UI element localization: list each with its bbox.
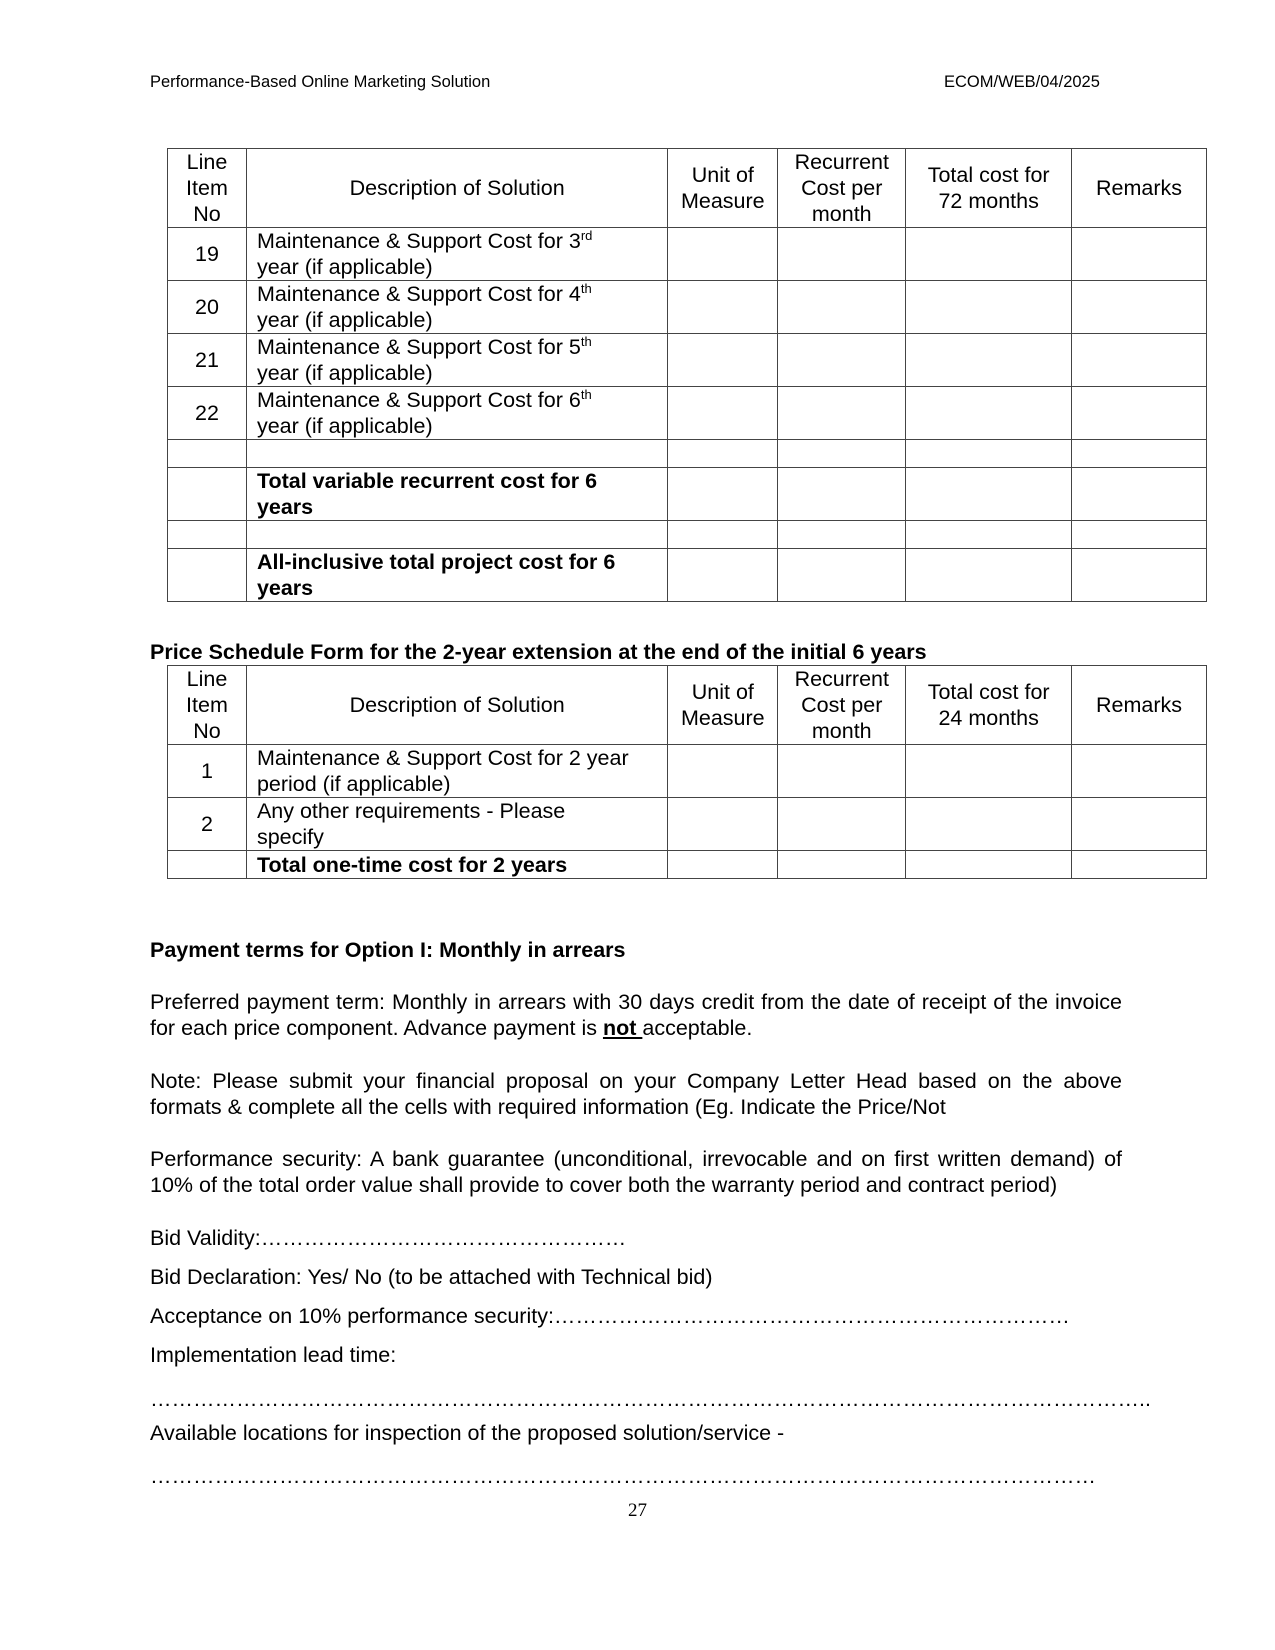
acceptance-security-field: Acceptance on 10% performance security:……………………………………………………………… xyxy=(150,1304,1070,1328)
total-one-time-row xyxy=(168,851,1207,879)
unit-cell xyxy=(668,745,778,798)
recurrent-cost-cell xyxy=(778,334,906,387)
description-cell: Maintenance & Support Cost for 6th year (if applicable) xyxy=(246,387,667,440)
header-line-item-no: Line Item No xyxy=(168,666,247,745)
description-cell: Maintenance & Support Cost for 4th year (if applicable) xyxy=(246,281,667,334)
table-row xyxy=(168,281,1207,334)
header-total-cost: Total cost for 72 months xyxy=(906,149,1072,228)
table-header-row xyxy=(168,666,1207,745)
line-item-no: 22 xyxy=(168,387,247,440)
description-cell: Maintenance & Support Cost for 5th year (if applicable) xyxy=(246,334,667,387)
header-unit-of-measure: Unit of Measure xyxy=(668,149,778,228)
payment-terms-paragraph: Preferred payment term: Monthly in arrears with 30 days credit from the date of receipt of the invoice for each price component. Advance payment is not acceptable. xyxy=(150,990,1122,1040)
page-number: 27 xyxy=(628,1500,647,1521)
description-cell: Any other requirements - Please specify xyxy=(246,798,667,851)
total-cost-cell xyxy=(906,745,1072,798)
total-cost-cell xyxy=(906,798,1072,851)
header-unit-of-measure: Unit of Measure xyxy=(668,666,778,745)
unit-cell xyxy=(668,228,778,281)
total-one-time-label: Total one-time cost for 2 years xyxy=(246,851,667,879)
table-header-row xyxy=(168,149,1207,228)
unit-cell xyxy=(668,334,778,387)
lead-time-dotted-line: ………………………………………………………………………………………………………………………….. xyxy=(150,1387,1151,1411)
all-inclusive-total-row xyxy=(168,549,1207,602)
recurrent-cost-cell xyxy=(778,387,906,440)
description-cell: Maintenance & Support Cost for 2 year period (if applicable) xyxy=(246,745,667,798)
performance-security-paragraph: Performance security: A bank guarantee (unconditional, irrevocable and on first written demand) of 10% of the total order value shall provide to cover both the warranty period and contract period) xyxy=(150,1147,1122,1197)
not-emphasis: not xyxy=(602,1016,643,1040)
header-remarks: Remarks xyxy=(1072,666,1207,745)
header-total-cost: Total cost for 24 months xyxy=(906,666,1072,745)
all-inclusive-total-label: All-inclusive total project cost for 6 years xyxy=(246,549,667,602)
remarks-cell xyxy=(1072,281,1207,334)
extension-table-caption: Price Schedule Form for the 2-year extension at the end of the initial 6 years xyxy=(150,640,927,664)
total-cost-cell xyxy=(906,228,1072,281)
bid-declaration-field: Bid Declaration: Yes/ No (to be attached with Technical bid) xyxy=(150,1265,713,1289)
remarks-cell xyxy=(1072,334,1207,387)
table-row xyxy=(168,745,1207,798)
price-schedule-table-extension xyxy=(167,665,1207,879)
recurrent-cost-cell xyxy=(778,281,906,334)
header-description: Description of Solution xyxy=(246,666,667,745)
total-variable-label: Total variable recurrent cost for 6 years xyxy=(246,468,667,521)
unit-cell xyxy=(668,798,778,851)
recurrent-cost-cell xyxy=(778,798,906,851)
running-header-title: Performance-Based Online Marketing Solution xyxy=(150,73,491,91)
lead-time-label: Implementation lead time: xyxy=(150,1343,397,1367)
remarks-cell xyxy=(1072,745,1207,798)
table-row xyxy=(168,334,1207,387)
line-item-no: 21 xyxy=(168,334,247,387)
price-schedule-table-6-years xyxy=(167,148,1207,602)
line-item-no: 20 xyxy=(168,281,247,334)
running-header-reference: ECOM/WEB/04/2025 xyxy=(944,73,1100,91)
header-remarks: Remarks xyxy=(1072,149,1207,228)
payment-terms-heading: Payment terms for Option I: Monthly in arrears xyxy=(150,938,626,962)
total-cost-cell xyxy=(906,334,1072,387)
line-item-no: 19 xyxy=(168,228,247,281)
unit-cell xyxy=(668,281,778,334)
bid-validity-field: Bid Validity:…………………………………………… xyxy=(150,1226,627,1250)
empty-row xyxy=(168,440,1207,468)
inspection-locations-dotted-line: …………………………………………………………………………………………………………………… xyxy=(150,1464,1096,1488)
remarks-cell xyxy=(1072,387,1207,440)
header-description: Description of Solution xyxy=(246,149,667,228)
line-item-no: 2 xyxy=(168,798,247,851)
total-cost-cell xyxy=(906,387,1072,440)
recurrent-cost-cell xyxy=(778,745,906,798)
inspection-locations-label: Available locations for inspection of the proposed solution/service - xyxy=(150,1421,785,1445)
unit-cell xyxy=(668,387,778,440)
note-paragraph: Note: Please submit your financial proposal on your Company Letter Head based on the above formats & complete all the cells with required information (Eg. Indicate the Price/Not xyxy=(150,1069,1122,1119)
total-variable-row xyxy=(168,468,1207,521)
total-cost-cell xyxy=(906,281,1072,334)
header-recurrent-cost: Recurrent Cost per month xyxy=(778,666,906,745)
empty-row xyxy=(168,521,1207,549)
recurrent-cost-cell xyxy=(778,228,906,281)
header-line-item-no: Line Item No xyxy=(168,149,247,228)
remarks-cell xyxy=(1072,798,1207,851)
header-recurrent-cost: Recurrent Cost per month xyxy=(778,149,906,228)
table-row xyxy=(168,798,1207,851)
description-cell: Maintenance & Support Cost for 3rd year (if applicable) xyxy=(246,228,667,281)
table-row xyxy=(168,387,1207,440)
remarks-cell xyxy=(1072,228,1207,281)
table-row xyxy=(168,228,1207,281)
line-item-no: 1 xyxy=(168,745,247,798)
